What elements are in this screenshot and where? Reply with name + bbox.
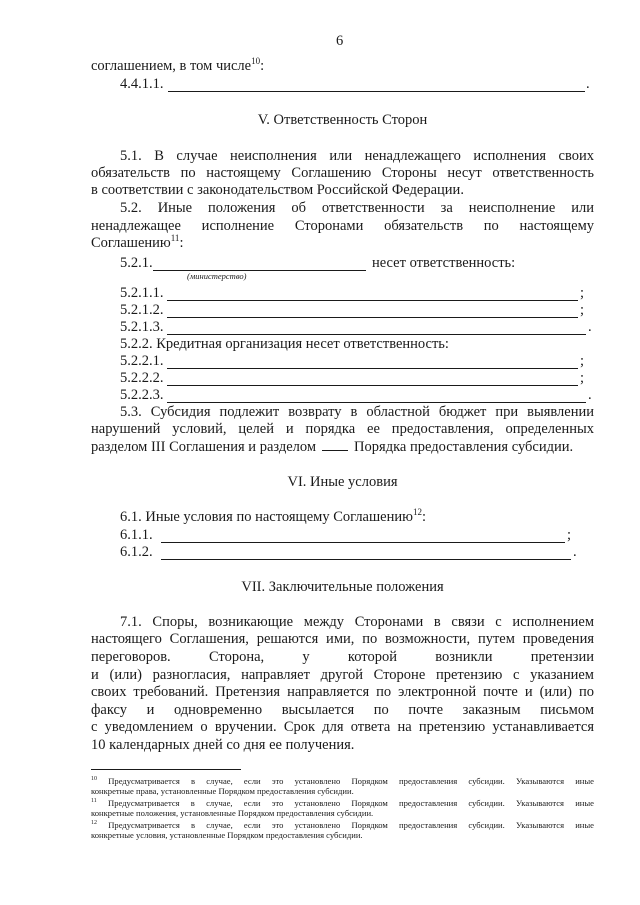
p53-line-1: 5.3. Субсидия подлежит возврату в областной бюджет при выявлении xyxy=(120,404,594,420)
p521-label: 5.2.1. xyxy=(120,255,153,271)
p53-blank xyxy=(322,438,348,451)
footnote-separator xyxy=(91,769,241,770)
blank-line-5222 xyxy=(167,385,578,386)
p71-line-3: переговоров. Сторона, у которой возникли претензии xyxy=(91,649,594,665)
p71-line-4: и (или) разногласия, направляет другой Стороне претензию с указанием xyxy=(91,667,594,683)
blank-line-5223 xyxy=(167,402,586,403)
p61-text xyxy=(120,509,426,526)
footnote-11 xyxy=(91,798,594,818)
sub-5213-label: 5.2.1.3. xyxy=(120,319,164,335)
blank-line-4411 xyxy=(168,91,585,92)
p53-line-3 xyxy=(91,438,573,456)
section-6-heading: VI. Иные условия xyxy=(287,474,398,490)
sub-5211-end: ; xyxy=(580,285,585,301)
footnote-11-line-1 xyxy=(91,798,594,808)
sub-5212-end: ; xyxy=(580,302,585,318)
footnote-10-line-1 xyxy=(91,776,594,786)
footnote-ref-11: 11 xyxy=(170,233,180,244)
p52-line-1: 5.2. Иные положения об ответственности за неисполнение или xyxy=(120,200,594,216)
fragment-text: соглашением, в том числе xyxy=(91,58,252,74)
footnote-12-num: 12 xyxy=(91,820,97,827)
sub-5221-end: ; xyxy=(580,353,585,369)
p61-main: 6.1. Иные условия по настоящему Соглашению xyxy=(120,509,413,525)
footnote-11-text-1: Предусматривается в случае, если это установлено Порядком предоставления субсидии. Указываются иные xyxy=(107,798,594,808)
footnote-12 xyxy=(91,820,594,840)
p52-line-2: ненадлежащее исполнение Сторонами обязательств по настоящему xyxy=(91,218,594,234)
footnote-10 xyxy=(91,776,594,796)
p61-colon: : xyxy=(421,509,426,525)
sub-5222-end: ; xyxy=(580,370,585,386)
footnote-12-line-1 xyxy=(91,820,594,830)
item-611-end: ; xyxy=(567,527,572,543)
blank-line-612 xyxy=(161,559,571,560)
footnote-11-line-2: конкретные положения, установленные Порядком предоставления субсидии. xyxy=(91,808,374,818)
footnote-12-line-2: конкретные условия, установленные Порядком предоставления субсидии. xyxy=(91,830,363,840)
blank-line-5212 xyxy=(167,317,578,318)
p71-line-2: настоящего Соглашения, решаются ими, по возможности, путем проведения xyxy=(91,631,594,647)
ministry-caption: (министерство) xyxy=(187,271,247,281)
page-number: 6 xyxy=(336,33,344,49)
blank-line-5221 xyxy=(167,368,578,369)
sub-5211-label: 5.2.1.1. xyxy=(120,285,164,301)
footnote-10-text-1: Предусматривается в случае, если это установлено Порядком предоставления субсидии. Указываются иные xyxy=(108,776,594,786)
p71-line-6: факсу и одновременно высылается по почте заказным письмом xyxy=(91,702,594,718)
p51-line-2: обязательств по настоящему Соглашению Стороны несут ответственность xyxy=(91,165,594,181)
sub-5213-end: . xyxy=(588,319,592,335)
blank-line-5213 xyxy=(167,334,586,335)
p71-line-8: 10 календарных дней со дня ее получения. xyxy=(91,737,355,753)
p51-line-1: 5.1. В случае неисполнения или ненадлежащего исполнения своих xyxy=(120,148,594,164)
p71-line-1: 7.1. Споры, возникающие между Сторонами в связи с исполнением xyxy=(120,614,594,630)
footnote-10-num: 10 xyxy=(91,776,97,783)
section-5-heading: V. Ответственность Сторон xyxy=(257,112,428,128)
p521-text: несет ответственность: xyxy=(372,255,516,271)
sub-5223-label: 5.2.2.3. xyxy=(120,387,164,403)
item-612-label: 6.1.2. xyxy=(120,544,153,560)
item-4411-end: . xyxy=(586,76,590,92)
sub-5223-end: . xyxy=(588,387,592,403)
sub-5212-label: 5.2.1.2. xyxy=(120,302,164,318)
p53-line-2: нарушений условий, целей и порядка ее предоставления, определенных xyxy=(91,421,594,437)
p51-line-3: в соответствии с законодательством Российской Федерации. xyxy=(91,182,464,198)
p522-text: 5.2.2. Кредитная организация несет ответственность: xyxy=(120,336,449,352)
footnote-ref-12: 12 xyxy=(412,507,422,518)
footnote-10-line-2: конкретные права, установленные Порядком предоставления субсидии. xyxy=(91,786,354,796)
blank-line-5211 xyxy=(167,300,578,301)
paragraph-fragment xyxy=(91,58,264,75)
p52-last-text: Соглашению xyxy=(91,235,171,251)
footnote-11-num: 11 xyxy=(91,798,97,805)
p71-line-7: с уведомлением о вручении. Срок для ответа на претензию устанавливается xyxy=(91,719,594,735)
sub-5222-label: 5.2.2.2. xyxy=(120,370,164,386)
p53-text-a: разделом III Соглашения и разделом xyxy=(91,439,317,455)
p52-line-3 xyxy=(91,235,183,252)
p53-text-b: Порядка предоставления субсидии. xyxy=(354,439,574,455)
p71-line-5: своих требований. Претензия направляется по электронной почте и (или) по xyxy=(91,684,594,700)
blank-line-611 xyxy=(161,542,565,543)
item-611-label: 6.1.1. xyxy=(120,527,153,543)
footnote-ref-10: 10 xyxy=(251,56,261,67)
sub-5221-label: 5.2.2.1. xyxy=(120,353,164,369)
section-7-heading: VII. Заключительные положения xyxy=(241,579,444,595)
fragment-colon: : xyxy=(260,58,265,74)
item-612-end: . xyxy=(573,544,577,560)
p52-colon: : xyxy=(179,235,184,251)
item-4411-label: 4.4.1.1. xyxy=(120,76,164,92)
footnote-12-text-1: Предусматривается в случае, если это установлено Порядком предоставления субсидии. Указываются иные xyxy=(108,820,594,830)
blank-line-521 xyxy=(153,270,366,271)
